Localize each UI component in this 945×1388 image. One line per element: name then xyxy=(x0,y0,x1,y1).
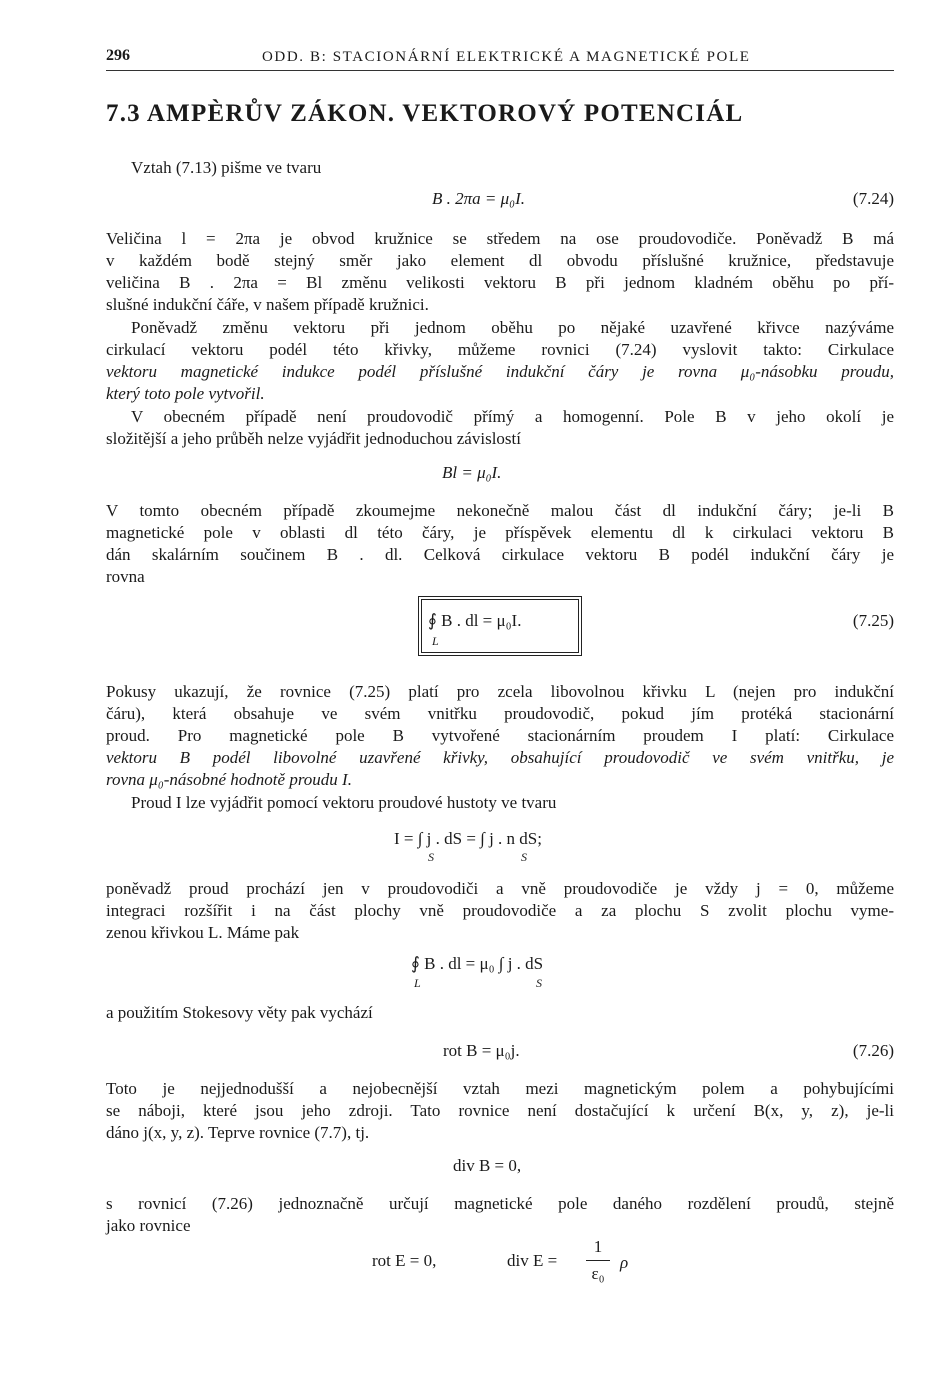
italic-statement-line: vektoru B podél libovolné uzavřené křivky, obsahující proudovodič ve svém vnitřku, je xyxy=(106,748,894,767)
paragraph-line: Veličina l = 2πa je obvod kružnice se středem na ose proudovodiče. Poněvadž B má xyxy=(106,229,894,248)
italic-statement-line: vektoru magnetické indukce podél příslušné indukční čáry je rovna μ₀-násobku proudu, xyxy=(106,362,894,381)
running-title: ODD. B: STACIONÁRNÍ ELEKTRICKÉ A MAGNETICKÉ POLE xyxy=(262,49,751,65)
paragraph-line: složitější a jeho průběh nelze vyjádřit jednoduchou závislostí xyxy=(106,429,521,448)
integral-subscript: S xyxy=(536,976,542,990)
equation-7-25: ∮ B . dl = μ₀I. xyxy=(428,611,522,630)
fraction-numerator: 1 xyxy=(593,1237,603,1256)
paragraph-line: Proud I lze vyjádřit pomocí vektoru proudové hustoty ve tvaru xyxy=(131,793,557,812)
integral-subscript: L xyxy=(432,634,439,648)
italic-statement-line: rovna μ₀-násobné hodnotě proudu I. xyxy=(106,770,352,789)
italic-statement-line: který toto pole vytvořil. xyxy=(106,384,265,403)
integral-subscript: L xyxy=(414,976,421,990)
paragraph-line: Toto je nejjednodušší a nejobecnější vztah mezi magnetickým polem a pohybujícími xyxy=(106,1079,894,1098)
paragraph-line: dáno j(x, y, z). Teprve rovnice (7.7), tj. xyxy=(106,1123,370,1142)
paragraph-line: poněvadž proud prochází jen v proudovodiči a vně proudovodiče je vždy j = 0, můžeme xyxy=(106,879,894,898)
paragraph-line: se náboji, které jsou jeho zdroji. Tato rovnice není dostačující k určení B(x, y, z), je-li xyxy=(106,1101,894,1120)
page-number: 296 xyxy=(106,47,130,64)
equation-bl: Bl = μ₀I. xyxy=(442,463,502,482)
equation-circulation: ∮ B . dl = μ₀ ∫ j . dS xyxy=(411,954,544,973)
integral-subscript: S xyxy=(521,850,527,864)
equation-div-b: div B = 0, xyxy=(453,1156,522,1175)
paragraph-line: cirkulací vektoru podél této křivky, můžeme rovnici (7.24) vyslovit takto: Cirkulace xyxy=(106,340,894,359)
fraction-denominator: ε₀ xyxy=(591,1264,605,1283)
equation-rot-e: rot E = 0, xyxy=(372,1251,437,1270)
paragraph-line: Pokusy ukazují, že rovnice (7.25) platí pro zcela libovolnou křivku L (nejen pro indukční xyxy=(106,682,894,701)
equation-current: I = ∫ j . dS = ∫ j . n dS; xyxy=(394,829,542,848)
equation-7-24: B . 2πa = μ₀I. xyxy=(432,189,525,208)
integral-subscript: S xyxy=(428,850,434,864)
header-rule xyxy=(106,70,894,71)
paragraph-line: magnetické pole v oblasti dl této čáry, je příspěvek elementu dl k cirkulaci vektoru B xyxy=(106,523,894,542)
equation-7-26: rot B = μ₀j. xyxy=(443,1041,520,1060)
equation-div-e: div E = xyxy=(507,1251,558,1270)
paragraph-line: zenou křivkou L. Máme pak xyxy=(106,923,300,942)
paragraph-line: Vztah (7.13) pišme ve tvaru xyxy=(131,158,322,177)
paragraph-line: Poněvadž změnu vektoru při jednom oběhu po nějaké uzavřené křivce nazýváme xyxy=(131,318,894,337)
paragraph-line: veličina B . 2πa = Bl změnu velikosti vektoru B při jednom kladném oběhu po pří- xyxy=(106,273,894,292)
paragraph-line: V obecném případě není proudovodič přímý a homogenní. Pole B v jeho okolí je xyxy=(131,407,894,426)
paragraph-line: proud. Pro magnetické pole B vytvořené stacionárním proudem I platí: Cirkulace xyxy=(106,726,894,745)
paragraph-line: integraci rozšířit i na část plochy vně proudovodiče a za plochu S zvolit plochu vyme- xyxy=(106,901,894,920)
paragraph-line: v každém bodě stejný směr jako element dl obvodu příslušné kružnice, představuje xyxy=(106,251,894,270)
equation-number: (7.25) xyxy=(852,611,894,630)
paragraph-line: s rovnicí (7.26) jednoznačně určují magnetické pole daného rozdělení proudů, stejně xyxy=(106,1194,894,1213)
section-title: 7.3 AMPÈRŮV ZÁKON. VEKTOROVÝ POTENCIÁL xyxy=(106,100,744,127)
fraction-bar xyxy=(586,1260,610,1261)
paragraph-line: dán skalárním součinem B . dl. Celková cirkulace vektoru B podél indukční čáry je xyxy=(106,545,894,564)
paragraph-line: rovna xyxy=(106,567,145,586)
rho-symbol: ρ xyxy=(620,1253,629,1272)
paragraph-line: V tomto obecném případě zkoumejme nekonečně malou část dl indukční čáry; je-li B xyxy=(106,501,894,520)
paragraph-line: jako rovnice xyxy=(106,1216,191,1235)
paragraph-line: a použitím Stokesovy věty pak vychází xyxy=(106,1003,373,1022)
paragraph-line: slušné indukční čáře, v našem případě kružnici. xyxy=(106,295,429,314)
equation-number: (7.26) xyxy=(852,1041,894,1060)
equation-number: (7.24) xyxy=(852,189,894,208)
paragraph-line: čáru), která obsahuje ve svém vnitřku proudovodič, pokud jím protéká stacionární xyxy=(106,704,894,723)
